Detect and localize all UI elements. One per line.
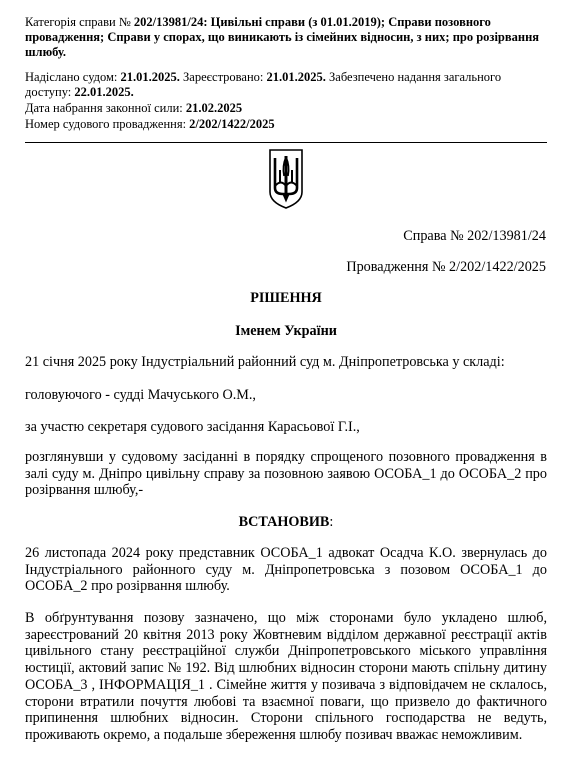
effective-label: Дата набрання законної сили: <box>25 101 186 115</box>
claim-filing: 26 листопада 2024 року представник ОСОБА_1 адвокат Осадча К.О. звернулась до Індустріального районного суду м. Дніпропетровська з позовом ОСОБА_1 до ОСОБА_2 про розірвання шлюбу. <box>25 545 547 595</box>
effective-date: 21.02.2025 <box>185 101 243 115</box>
access-label: Забезпечено надання загального доступу: <box>25 70 502 99</box>
registered-date: 21.01.2025. <box>266 70 326 84</box>
claim-grounds: В обґрунтування позову зазначено, що між сторонами було укладено шлюб, зареєстрований 20 квітня 2013 року Жовтневим відділом державної реєстрації актів цивільного стану реєстраційної служби Дніпропетровського міського управління юстиції, актовий запис № 192. Від шлюбних відносин сторони мають спільну дитину ОСОБА_3 , ІНФОРМАЦІЯ_1 . Сімейне життя у позивача з відповідачем не склалось, сторони втратили почуття любові та взаємної поваги, що призвело до фактичного припинення шлюбних відносин. Сторони спільного господарства не ведуть, проживають окремо, а подальше збереження шлюбу позивач вважає неможливим. <box>25 610 547 743</box>
court-composition: 21 січня 2025 року Індустріальний районний суд м. Дніпропетровська у складі: <box>25 354 505 370</box>
proceeding-value: 2/202/1422/2025 <box>189 117 275 131</box>
decision-title: РІШЕННЯ <box>250 290 322 306</box>
publication-info <box>25 70 550 100</box>
proceeding-number: Провадження № 2/202/1422/2025 <box>346 259 546 275</box>
sent-date: 21.01.2025. <box>120 70 180 84</box>
case-category-value: 202/13981/24: Цивільні справи (з 01.01.2019); Справи позовного провадження; Справи у спорах, що виникають із сімейних відносин, з них; про розірвання шлюбу. <box>25 15 540 59</box>
access-date: 22.01.2025. <box>74 85 134 99</box>
registered-label: Зареєстровано: <box>179 70 267 84</box>
effective-date-line <box>25 101 550 116</box>
trident-emblem-icon <box>261 146 311 211</box>
case-category-label: Категорія справи № <box>25 15 134 29</box>
proceeding-label: Номер судового провадження: <box>25 117 190 131</box>
proceeding-number-line <box>25 117 550 132</box>
header-divider <box>25 142 547 143</box>
decision-subtitle: Іменем України <box>235 323 337 339</box>
court-secretary: за участю секретаря судового засідання Карасьової Г.І., <box>25 419 360 435</box>
case-category <box>25 15 550 60</box>
presiding-judge: головуючого - судді Мачуського О.М., <box>25 387 256 403</box>
established-colon: : <box>329 514 334 530</box>
established-label: ВСТАНОВИВ <box>238 514 330 530</box>
case-consideration: розглянувши у судовому засіданні в порядку спрощеного позовного провадження в залі суду м. Дніпро цивільну справу за позовною заявою ОСОБА_1 до ОСОБА_2 про розірвання шлюбу,- <box>25 449 547 499</box>
sent-label: Надіслано судом: <box>25 70 121 84</box>
established-heading <box>25 514 547 531</box>
case-number: Справа № 202/13981/24 <box>403 228 546 244</box>
